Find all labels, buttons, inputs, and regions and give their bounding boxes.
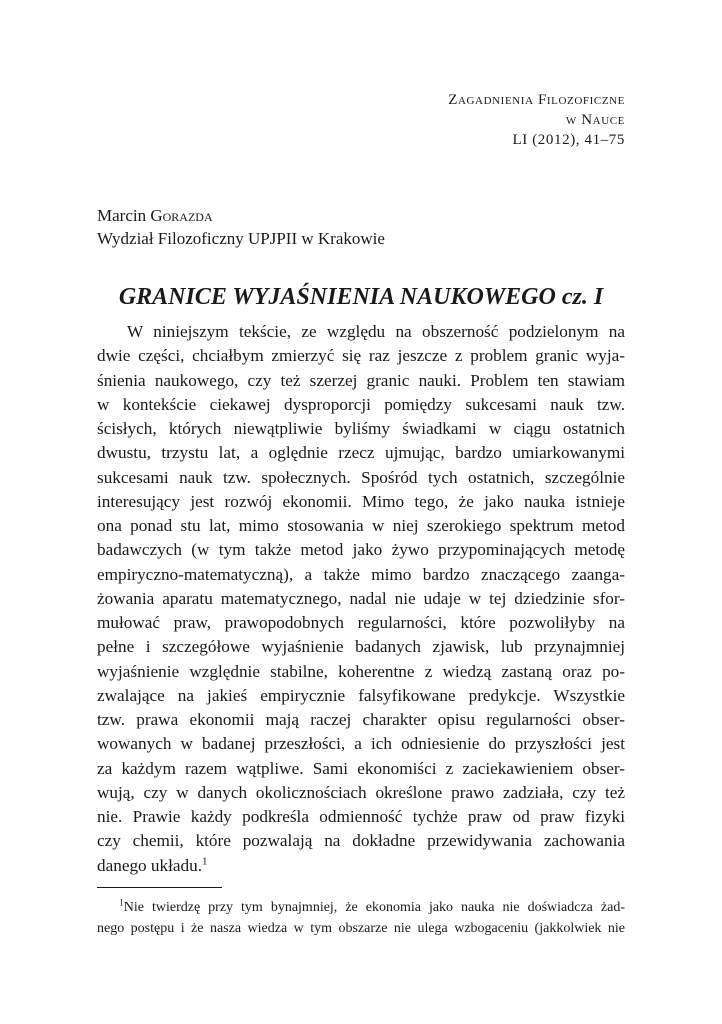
body-line: w kontekście ciekawej dysproporcji pomiędzy sukcesami nauk tzw.	[97, 394, 625, 414]
body-line: zwalające na jakieś empirycznie falsyfikowane predykcje. Wszystkie	[97, 685, 625, 705]
body-line: pełne i szczegółowe wyjaśnienie badanych zjawisk, lub przynajmniej	[97, 637, 625, 657]
body-line: tzw. prawa ekonomii mają raczej charakter opisu regularności obser-	[97, 710, 625, 729]
body-line: wowanych w badanej przeszłości, a ich odniesienie do przyszłości jest	[97, 734, 625, 754]
author-affiliation: Wydział Filozoficzny UPJPII w Krakowie	[97, 229, 385, 248]
body-line: dwie części, chciałbym zmierzyć się raz jeszcze z problem granic wyja-	[97, 346, 625, 366]
article-body	[97, 320, 625, 878]
body-line: badawczych (w tym także metod jako żywo przypominających metodę	[97, 540, 625, 560]
footnote-line: nego postępu i że nasza wiedza w tym obszarze nie ulega wzbogaceniu (jakkolwiek nie	[97, 921, 625, 936]
body-line-last	[97, 854, 625, 878]
body-line: dwustu, trzystu lat, a oględnie rzecz ujmując, bardzo umiarkowanymi	[97, 443, 625, 463]
journal-title-line1: Zagadnienia Filozoficzne	[448, 92, 625, 108]
body-line: czy chemii, które pozwalają na dokładne przewidywania zachowania	[97, 831, 625, 851]
journal-title-line2: w Nauce	[565, 112, 625, 128]
footnote-number: 1	[119, 898, 124, 909]
body-line: śnienia naukowego, czy też szerzej granic nauki. Problem ten stawiam	[97, 370, 625, 390]
author-first-name: Marcin	[97, 206, 147, 225]
body-line: ścisłych, których niewątpliwie byliśmy świadkami w ciągu ostatnich	[97, 419, 625, 438]
body-line: wują, czy w danych okolicznościach określone prawo zadziała, czy też	[97, 782, 625, 802]
body-line: sukcesami nauk tzw. społecznych. Spośród tych ostatnich, szczególnie	[97, 467, 625, 487]
footnote-reference[interactable]: 1	[202, 854, 208, 867]
body-line: W niniejszym tekście, ze względu na obszerność podzielonym na	[127, 322, 625, 341]
body-line: nie. Prawie każdy podkreśla odmienność tychże praw od praw fizyki	[97, 807, 625, 826]
journal-header	[448, 90, 625, 150]
body-line: wyjaśnienie względnie stabilne, koherentne z wiedzą zastaną oraz po-	[97, 661, 625, 681]
body-line: empiryczno-matematyczną), a także mimo bardzo znaczącego zaanga-	[97, 564, 625, 584]
footnote	[97, 897, 625, 939]
journal-volume: LI (2012), 41–75	[512, 132, 625, 148]
article-title: GRANICE WYJAŚNIENIA NAUKOWEGO cz. I	[118, 284, 604, 310]
body-line: mułować praw, prawopodobnych regularności, które pozwoliłyby na	[97, 613, 625, 632]
author-block	[97, 204, 385, 250]
body-line: ona ponad stu lat, mimo stosowania w niej szerokiego spektrum metod	[97, 516, 625, 535]
footnote-line	[97, 897, 625, 918]
body-line-text: danego układu.	[97, 855, 203, 875]
footnote-separator	[97, 887, 222, 888]
body-line: za każdym razem wątpliwe. Sami ekonomiści z zaciekawieniem obser-	[97, 758, 625, 778]
body-line: interesujący jest rozwój ekonomii. Mimo tego, że jako nauka istnieje	[97, 491, 625, 511]
footnote-text: Nie twierdzę przy tym bynajmniej, że ekonomia jako nauka nie doświadcza żad-	[123, 900, 625, 915]
author-last-name: Gorazda	[150, 206, 213, 225]
author-name	[97, 204, 385, 227]
body-line: żowania aparatu matematycznego, nadal nie udaje w tej dziedzinie sfor-	[97, 588, 625, 608]
